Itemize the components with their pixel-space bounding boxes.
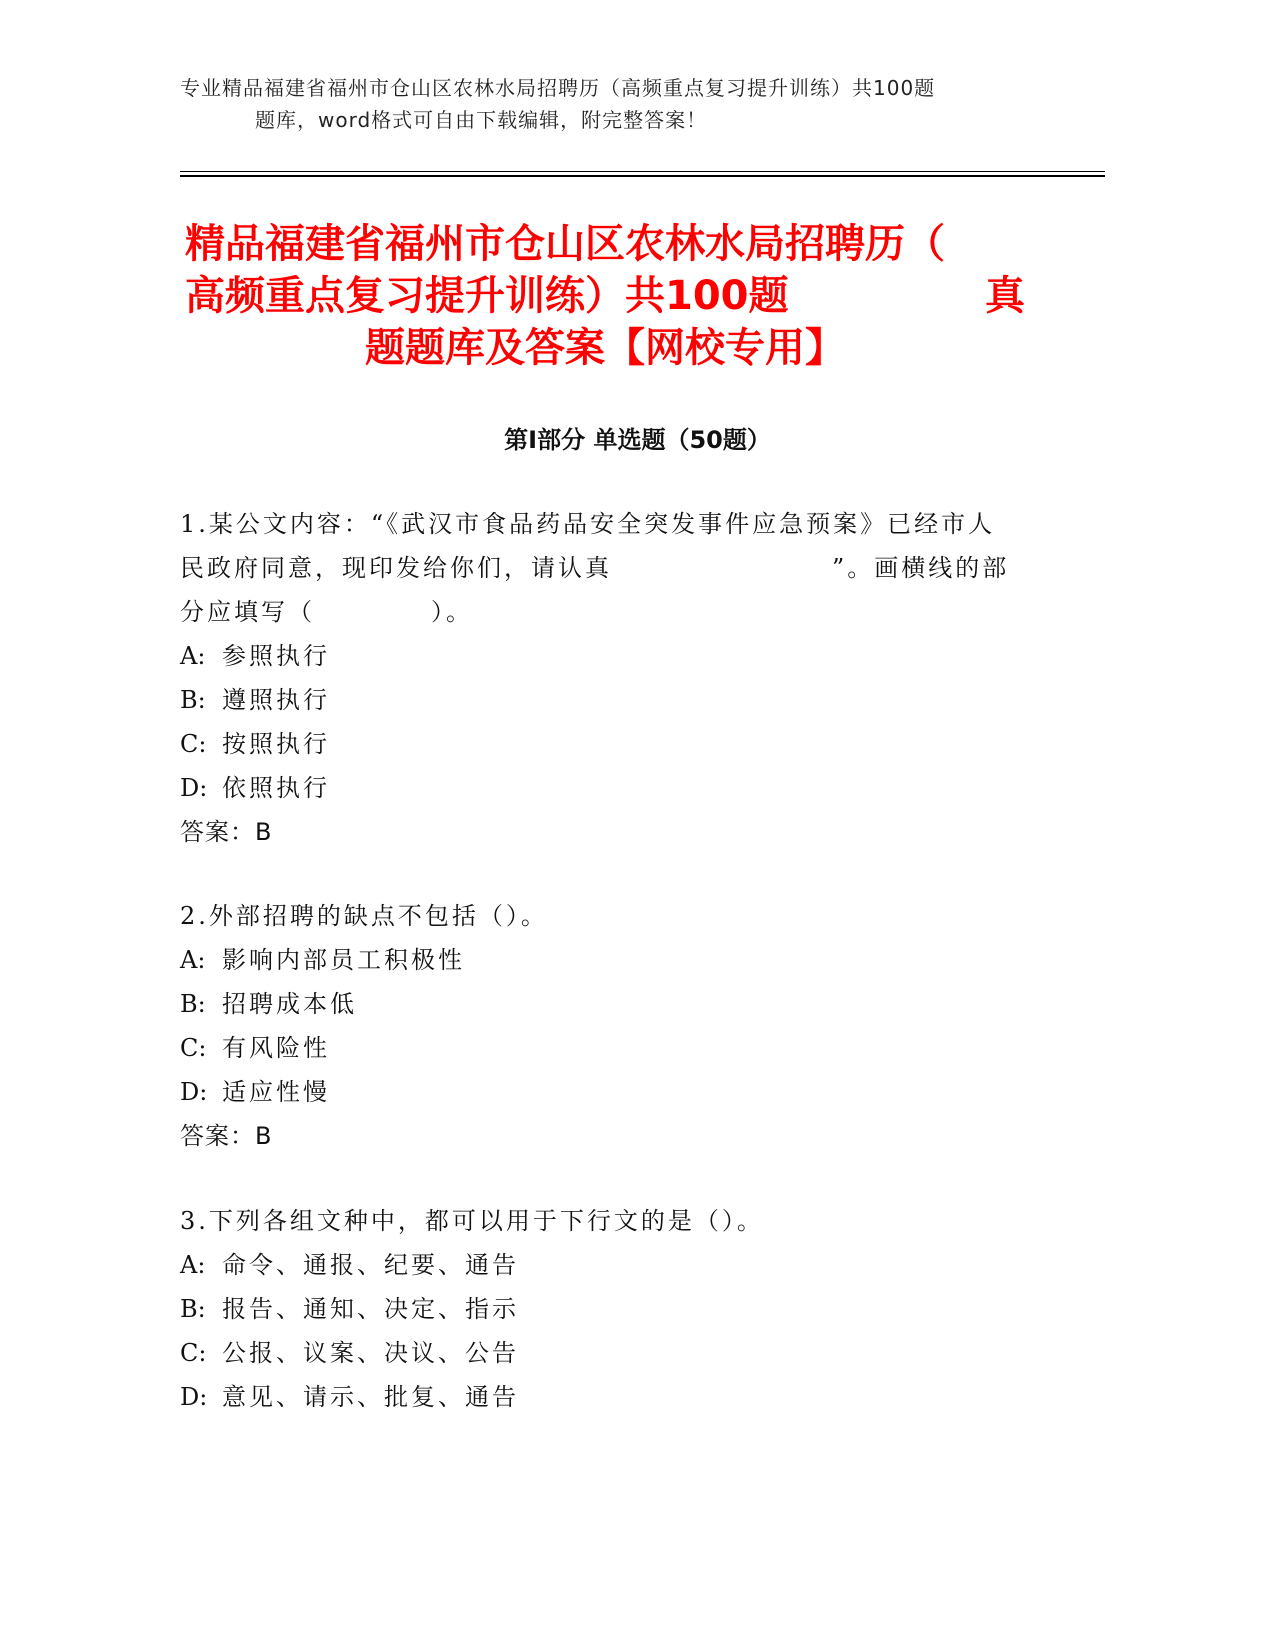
header-divider-thick (180, 175, 1105, 177)
option-key: A: (180, 946, 206, 974)
option-a (180, 634, 1020, 678)
document-header (180, 72, 1050, 136)
option-b (180, 678, 1020, 722)
option-d (180, 766, 1020, 810)
option-key: A: (180, 1251, 206, 1279)
question-1 (180, 502, 1020, 854)
option-key: D: (180, 1078, 208, 1106)
option-c (180, 722, 1020, 766)
option-d (180, 1070, 1020, 1114)
option-c (180, 1026, 1020, 1070)
option-text: 命令、通报、纪要、通告 (222, 1251, 519, 1279)
question-2 (180, 894, 1020, 1158)
question-stem: 3.下列各组文种中，都可以用于下行文的是（）。 (180, 1207, 764, 1235)
option-text: 招聘成本低 (222, 990, 357, 1018)
option-text: 适应性慢 (222, 1078, 330, 1106)
option-c (180, 1331, 1020, 1375)
header-line-2: 题库，word格式可自由下载编辑，附完整答案！ (255, 108, 708, 132)
option-key: C: (180, 1339, 207, 1367)
option-a (180, 1243, 1020, 1287)
header-divider-thin (180, 171, 1105, 172)
option-key: D: (180, 774, 208, 802)
option-b (180, 982, 1020, 1026)
document-title (185, 218, 1025, 374)
option-key: B: (180, 1295, 206, 1323)
title-line-1: 精品福建省福州市仓山区农林水局招聘历（ (185, 221, 945, 267)
option-key: D: (180, 1383, 208, 1411)
option-text: 意见、请示、批复、通告 (222, 1383, 519, 1411)
section-heading: 第Ⅰ部分 单选题（50题） (504, 426, 771, 454)
option-a (180, 938, 1020, 982)
option-text: 按照执行 (222, 730, 330, 758)
option-key: C: (180, 1034, 207, 1062)
question-stem (180, 502, 1020, 634)
option-text: 依照执行 (222, 774, 330, 802)
title-line-2-left: 高频重点复习提升训练）共100题 (185, 273, 789, 319)
answer: 答案：B (180, 1122, 273, 1150)
option-text: 遵照执行 (222, 686, 330, 714)
option-text: 影响内部员工积极性 (222, 946, 465, 974)
option-key: B: (180, 686, 206, 714)
title-line-2 (185, 270, 1025, 322)
option-text: 参照执行 (222, 642, 330, 670)
question-stem: 2.外部招聘的缺点不包括（）。 (180, 902, 548, 930)
option-key: B: (180, 990, 206, 1018)
option-text: 公报、议案、决议、公告 (222, 1339, 519, 1367)
question-stem-part: ）。 (431, 598, 473, 626)
option-d (180, 1375, 1020, 1419)
option-key: C: (180, 730, 207, 758)
question-stem-part: 1.某公文内容：“《武汉市食品药品安全突发事件应急预案》已经市人民政府同意，现印发给你们，请认真 (180, 510, 996, 582)
option-key: A: (180, 642, 206, 670)
option-text: 报告、通知、决定、指示 (222, 1295, 519, 1323)
title-line-2-right: 真 (985, 273, 1025, 319)
answer: 答案：B (180, 818, 273, 846)
option-b (180, 1287, 1020, 1331)
header-line-1: 专业精品福建省福州市仓山区农林水局招聘历（高频重点复习提升训练）共100题 (180, 76, 936, 100)
option-text: 有风险性 (222, 1034, 330, 1062)
question-3 (180, 1199, 1020, 1419)
question-stem-part: ”。画横线的部分应填写（ (180, 554, 1010, 626)
title-line-3: 题题库及答案【网校专用】 (365, 325, 845, 371)
